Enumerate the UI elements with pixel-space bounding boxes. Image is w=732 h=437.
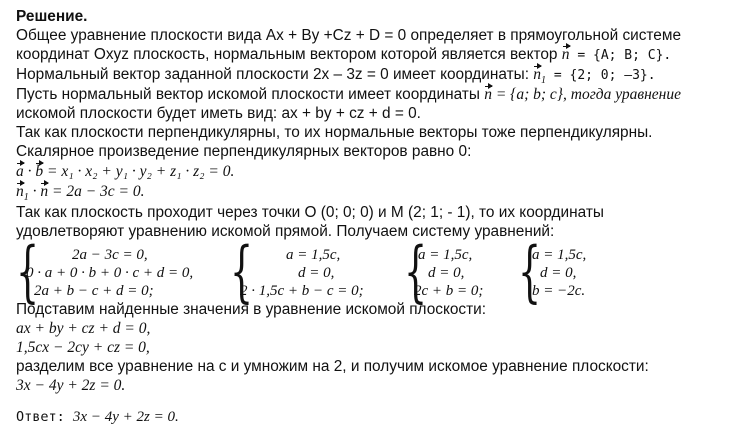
text-fragment: Пусть нормальный вектор искомой плоскости имеет координаты bbox=[16, 86, 485, 103]
answer-label: Ответ: bbox=[16, 409, 65, 425]
vector-n1: n bbox=[533, 66, 542, 83]
paragraph-perpendicular: Так как плоскости перпендикулярны, то их нормальные векторы тоже перпендикулярны. bbox=[16, 124, 653, 141]
dot-operator: · bbox=[28, 183, 41, 200]
vector-n1: n bbox=[16, 183, 24, 200]
formula-plane-general: ax + by + cz + d = 0, bbox=[16, 320, 151, 337]
brace-icon: { bbox=[518, 233, 542, 310]
vector-subscript: 1 bbox=[23, 192, 29, 204]
paragraph-plane-form: искомой плоскости будет иметь вид: ax + by + cz + d = 0. bbox=[16, 105, 421, 122]
system-line: a = 1,5c, bbox=[418, 247, 473, 263]
brace-icon: { bbox=[16, 233, 40, 310]
system-line: a = 1,5c, bbox=[532, 247, 587, 263]
system-line: 2a − 3c = 0, bbox=[72, 247, 148, 263]
system-line: d = 0, bbox=[428, 265, 465, 281]
vector-a: a bbox=[16, 163, 24, 180]
vector-coords: = {A; B; C}. bbox=[569, 48, 672, 63]
system-line: d = 0, bbox=[298, 265, 335, 281]
vector-n: n bbox=[561, 46, 570, 63]
paragraph-system-intro: удовлетворяют уравнению искомой прямой. Получаем систему уравнений: bbox=[16, 223, 555, 240]
system-line: 2a + b − c + d = 0; bbox=[34, 283, 154, 299]
system-line: 2 · 1,5c + b − c = 0; bbox=[240, 283, 364, 299]
text-fragment: Нормальный вектор заданной плоскости 2x – 3z = 0 имеет координаты: bbox=[16, 66, 534, 83]
paragraph-normal-vector-def bbox=[16, 46, 671, 65]
answer-value: 3x − 4y + 2z = 0. bbox=[72, 409, 179, 425]
system-line: 0 · a + 0 · b + 0 · c + d = 0, bbox=[26, 265, 194, 281]
vector-subscript: 1 bbox=[541, 75, 547, 87]
vector-n: n bbox=[484, 86, 492, 103]
equation-system-3 bbox=[404, 233, 514, 310]
equation-system-2 bbox=[230, 233, 400, 310]
solution-heading: Решение. bbox=[16, 8, 88, 25]
answer-line bbox=[16, 408, 179, 426]
equation-system-1 bbox=[16, 233, 226, 310]
brace-icon: { bbox=[230, 233, 254, 310]
vector-coords: = {2; 0; –3}. bbox=[546, 68, 656, 83]
system-line: d = 0, bbox=[540, 265, 577, 281]
paragraph-substitute: Подставим найденные значения в уравнение искомой плоскости: bbox=[16, 301, 487, 318]
formula-rest: = 2a − 3c = 0. bbox=[48, 183, 145, 200]
paragraph-divide: разделим все уравнение на c и умножим на 2, и получим искомое уравнение плоскости: bbox=[16, 358, 649, 375]
formula-rest: = x₁ · x₂ + y₁ · y₂ + z₁ · z₂ = 0. bbox=[43, 163, 235, 180]
formula-scalar-product: a · b = x₁ · x₂ + y₁ · y₂ + z₁ · z₂ = 0. bbox=[16, 163, 235, 180]
formula-plane-final: 3x − 4y + 2z = 0. bbox=[16, 377, 126, 394]
vector-b: b bbox=[35, 163, 44, 180]
paragraph-unknown-normal bbox=[16, 86, 681, 104]
system-line: b = −2c. bbox=[532, 283, 586, 299]
brace-icon: { bbox=[404, 233, 428, 310]
equation-system-4 bbox=[518, 233, 618, 310]
paragraph-general-equation: Общее уравнение плоскости вида Ax + By +Cz + D = 0 определяет в прямоугольной системе bbox=[16, 27, 682, 44]
system-line: a = 1,5c, bbox=[286, 247, 341, 263]
paragraph-scalar-product: Скалярное произведение перпендикулярных векторов равно 0: bbox=[16, 143, 472, 160]
vector-n: n bbox=[40, 183, 49, 200]
system-line: 2c + b = 0; bbox=[414, 283, 484, 299]
formula-plane-substituted: 1,5cx − 2cy + cz = 0, bbox=[16, 339, 150, 356]
text-fragment: = {a; b; c}, тогда уравнение bbox=[491, 86, 681, 103]
paragraph-points: Так как плоскость проходит через точки O (0; 0; 0) и M (2; 1; - 1), то их координаты bbox=[16, 204, 604, 221]
text-fragment: координат Oxyz плоскость, нормальным вектором которой является вектор bbox=[16, 46, 562, 63]
